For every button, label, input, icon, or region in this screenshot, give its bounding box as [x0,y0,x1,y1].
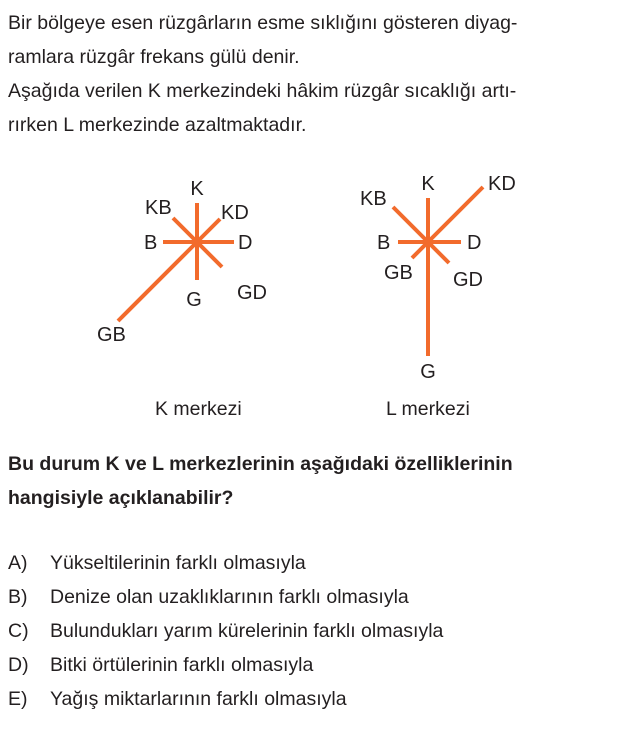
option-e[interactable] [8,682,613,716]
l-label-s: G [420,361,436,383]
l-spoke-se [428,242,449,263]
wind-roses [0,160,617,440]
option-letter: B) [8,586,28,608]
intro-line-3: Aşağıda verilen K merkezindeki hâkim rüzgâr sıcaklığı artı- [8,80,517,102]
l-label-e: D [467,232,482,254]
k-spoke-ne [197,219,220,242]
option-letter: C) [8,620,29,642]
k-label-s: G [186,289,202,311]
k-label-w: B [144,232,158,254]
intro-line-4: rırken L merkezinde azaltmaktadır. [8,114,307,136]
option-letter: A) [8,552,28,574]
option-c[interactable] [8,614,613,648]
l-spoke-nw [393,207,428,242]
k-label-n: K [190,178,204,200]
caption-l: L merkezi [386,398,470,420]
l-label-n: K [421,173,435,195]
option-text: Denize olan uzaklıklarının farklı olmasıyla [50,586,409,608]
l-label-sw: GB [384,262,413,284]
intro-text [8,6,610,142]
wind-rose-k-labels [97,178,267,346]
answer-options [8,546,613,716]
l-label-w: B [377,232,391,254]
option-letter: D) [8,654,29,676]
l-label-se: GD [453,269,483,291]
k-spoke-se [197,242,222,267]
option-text: Bulundukları yarım kürelerinin farklı olmasıyla [50,620,444,642]
question-line-2: hangisiyle açıklanabilir? [8,487,234,509]
k-label-ne: KD [221,202,249,224]
l-label-nw: KB [360,188,387,210]
l-label-ne: KD [488,173,516,195]
k-spoke-sw [118,242,197,321]
option-text: Yükseltilerinin farklı olmasıyla [50,552,306,574]
option-letter: E) [8,688,28,710]
option-b[interactable] [8,580,613,614]
question-line-1: Bu durum K ve L merkezlerinin aşağıdaki özelliklerinin [8,453,513,475]
l-spoke-sw [412,242,428,258]
caption-k: K merkezi [155,398,242,420]
k-label-sw: GB [97,324,126,346]
k-label-e: D [238,232,253,254]
option-a[interactable] [8,546,613,580]
wind-rose-l-labels [360,173,516,383]
k-spoke-nw [173,218,197,242]
wind-rose-figure [0,160,617,400]
option-d[interactable] [8,648,613,682]
option-text: Bitki örtülerinin farklı olmasıyla [50,654,314,676]
k-label-se: GD [237,282,267,304]
intro-line-2: ramlara rüzgâr frekans gülü denir. [8,46,300,68]
question-stem [8,447,613,515]
k-label-nw: KB [145,197,172,219]
option-text: Yağış miktarlarının farklı olmasıyla [50,688,347,710]
intro-line-1: Bir bölgeye esen rüzgârların esme sıklığını gösteren diyag- [8,12,518,34]
wind-rose-k [118,203,234,321]
